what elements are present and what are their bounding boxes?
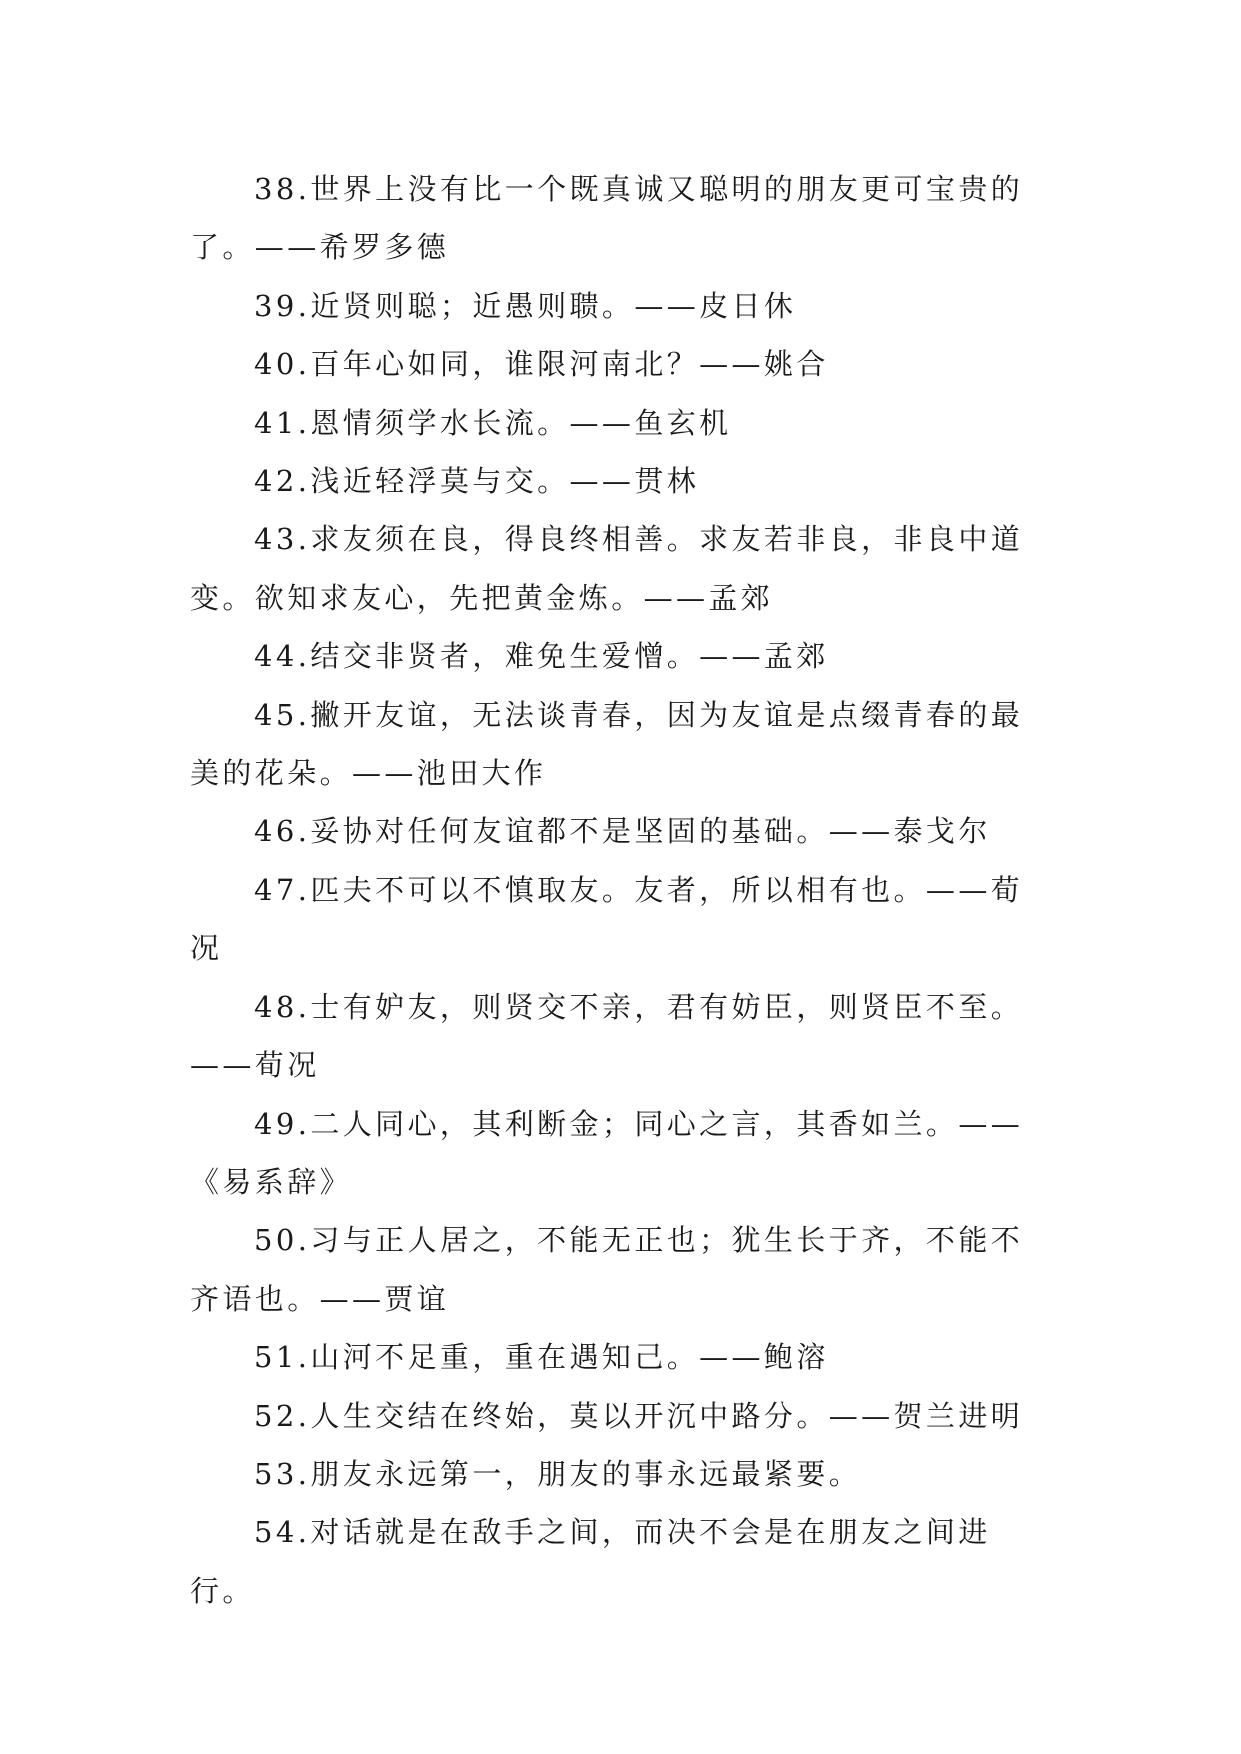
quote-paragraph: 50.习与正人居之，不能无正也；犹生长于齐，不能不齐语也。——贾谊 xyxy=(190,1223,1024,1316)
quote-paragraph: 52.人生交结在终始，莫以开沉中路分。——贺兰进明 xyxy=(254,1398,1024,1433)
quote-paragraph: 41.恩情须学水长流。——鱼玄机 xyxy=(254,405,732,440)
quote-paragraph: 47.匹夫不可以不慎取友。友者，所以相有也。——荀况 xyxy=(190,872,1024,966)
quote-paragraph: 40.百年心如同，谁限河南北？——姚合 xyxy=(254,347,829,382)
quote-paragraph: 39.近贤则聪；近愚则聩。——皮日休 xyxy=(254,288,797,323)
quote-paragraph: 51.山河不足重，重在遇知己。——鲍溶 xyxy=(254,1340,829,1375)
quote-paragraph: 42.浅近轻浮莫与交。——贯林 xyxy=(254,464,700,499)
quote-paragraph: 53.朋友永远第一，朋友的事永远最紧要。 xyxy=(254,1456,862,1491)
quote-paragraph: 45.撇开友谊，无法谈青春，因为友谊是点缀青春的最美的花朵。——池田大作 xyxy=(190,697,1024,791)
quote-paragraph: 54.对话就是在敌手之间，而决不会是在朋友之间进行。 xyxy=(190,1515,991,1608)
quote-paragraph: 38.世界上没有比一个既真诚又聪明的朋友更可宝贵的了。——希罗多德 xyxy=(190,172,1024,265)
quote-paragraph: 49.二人同心，其利断金；同心之言，其香如兰。——《易系辞》 xyxy=(190,1106,1024,1199)
quote-paragraph: 43.求友须在良，得良终相善。求友若非良，非良中道变。欲知求友心，先把黄金炼。——孟郊 xyxy=(190,522,1024,615)
quote-paragraph: 46.妥协对任何友谊都不是坚固的基础。——泰戈尔 xyxy=(254,814,991,849)
quote-paragraph: 48.士有妒友，则贤交不亲，君有妨臣，则贤臣不至。——荀况 xyxy=(190,989,1024,1083)
quote-paragraph: 44.结交非贤者，难免生爱憎。——孟郊 xyxy=(254,639,829,674)
quote-list xyxy=(190,160,1050,1620)
